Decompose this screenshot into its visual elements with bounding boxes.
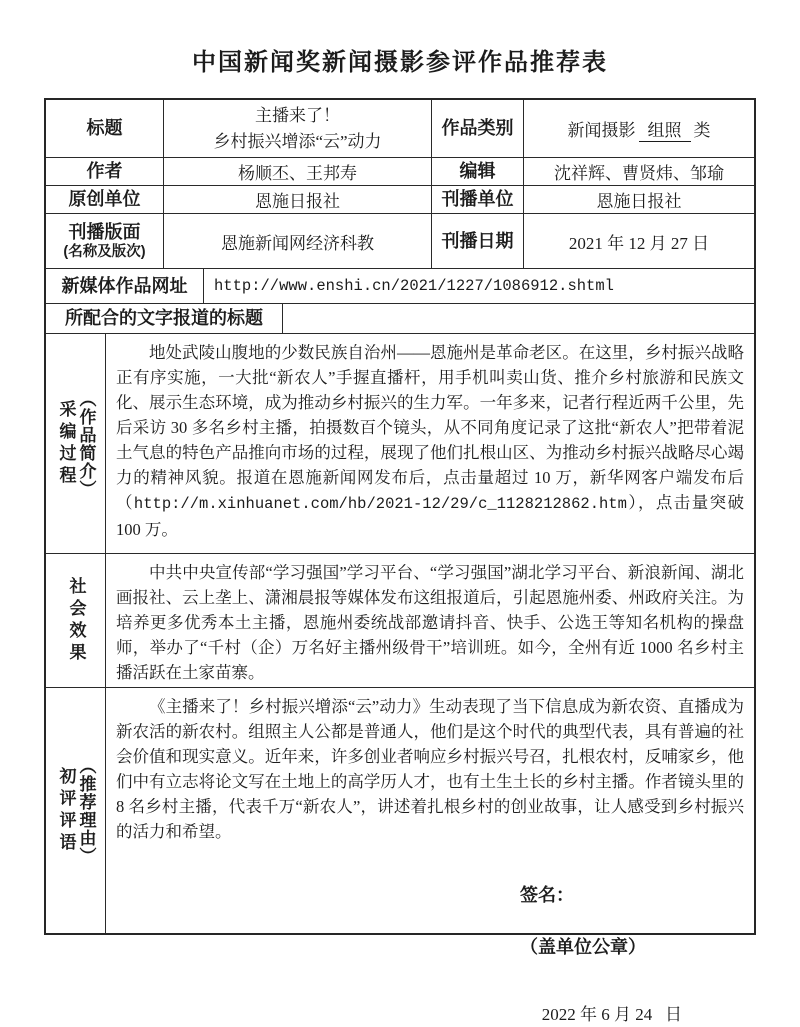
signature-label: 签名： (520, 885, 574, 905)
category-fill-value: 组照 (639, 116, 691, 142)
broadcaster-value: 恩施日报社 (524, 186, 754, 214)
row-layout-date (46, 214, 754, 269)
process-body-text-end: ），点击量突破 100 万。 (116, 493, 745, 539)
pub-date-label: 刊播日期 (432, 214, 524, 269)
section-process (46, 334, 754, 554)
title-value (164, 100, 432, 158)
signature-date: 2022 年 6 月 24 日 (541, 1005, 682, 1024)
media-url-label: 新媒体作品网址 (46, 269, 204, 304)
recommendation-form-table (44, 98, 756, 1024)
broadcaster-label: 刊播单位 (432, 186, 524, 214)
process-label-paren: （作品简介） (76, 389, 96, 498)
media-url-value: http://www.enshi.cn/2021/1227/1086912.shtml (204, 269, 754, 304)
text-report-value (283, 304, 754, 334)
review-label (46, 688, 106, 933)
section-review (46, 688, 754, 1024)
review-body-text: 《主播来了！乡村振兴增添“云”动力》生动表现了当下信息成为新农资、直播成为新农活的新农村。组照主人公都是普通人，他们是这个时代的典型代表，具有普遍的社会价值和现实意义。近年来，许多创业者响应乡村振兴号召，扎根农村，反哺家乡，他们中有立志将论文写在土地上的高学历人才，也有土生土长的乡村主播。作者镜头里的 8 名乡村主播，代表千万“新农人”，讲述着扎根乡村的创业故事，让人感受到乡村振兴的活力和希望。 (116, 697, 744, 841)
category-label: 作品类别 (432, 100, 524, 158)
pub-date-value: 2021 年 12 月 27 日 (524, 214, 754, 269)
category-suffix: 类 (693, 121, 711, 140)
editor-value: 沈祥辉、曹贤炜、邹瑜 (524, 158, 754, 186)
review-body (106, 688, 754, 1024)
editor-label: 编辑 (432, 158, 524, 186)
process-body (106, 334, 754, 554)
review-label-paren: （推荐理由） (76, 756, 96, 865)
author-label: 作者 (46, 158, 164, 186)
origin-label: 原创单位 (46, 186, 164, 214)
layout-label-main: 刊播版面 (68, 221, 141, 242)
layout-label (46, 214, 164, 269)
review-label-main: 初评评语 (56, 766, 76, 855)
layout-value: 恩施新闻网经济科教 (164, 214, 432, 269)
title-value-line1: 主播来了！ (255, 105, 340, 125)
text-report-label: 所配合的文字报道的标题 (46, 304, 283, 334)
process-label-main: 采编过程 (56, 399, 76, 488)
signature-block (520, 856, 744, 986)
page-title: 中国新闻奖新闻摄影参评作品推荐表 (192, 50, 608, 76)
process-body-text: 地处武陵山腹地的少数民族自治州——恩施州是革命老区。在这里，乡村振兴战略正有序实施，一大批“新农人”手握直播杆，用手机叫卖山货、推介乡村旅游和民族文化、展示生态环境，成为推动乡村振兴的生力军。一年多来，记者行程近两千公里，先后采访 30 多名乡村主播，拍摄数百个镜头，从不同角度记录了这批“新农人”把带着泥土气息的特色产品推向市场的过程，展现了他们扎根山区、为推动乡村振兴战略尽心竭力的精神风貌。报道在恩施新闻网发布后，点击量超过 10 万，新华网客户端发布后（ (116, 343, 744, 512)
signature-stamp-note: （盖单位公章） (520, 937, 646, 957)
process-body-url: http://m.xinhuanet.com/hb/2021-12/29/c_1128212862.htm (133, 495, 627, 513)
effect-label (46, 554, 106, 688)
effect-body (106, 554, 754, 688)
row-media-url (46, 269, 754, 304)
title-label: 标题 (46, 100, 164, 158)
effect-label-text: 社会效果 (66, 576, 86, 665)
effect-body-text: 中共中央宣传部“学习强国”学习平台、“学习强国”湖北学习平台、新浪新闻、湖北画报社、云上垄上、潇湘晨报等媒体发布这组报道后，引起恩施州委、州政府关注。为培养更多优秀本土主播，恩施州委统战部邀请抖音、快手、公选王等知名机构的操盘师，举办了“千村（企）万名好主播州级骨干”培训班。如今，全州有近 1000 名乡村主播活跃在土家苗寨。 (116, 563, 744, 682)
row-text-report-title (46, 304, 754, 334)
author-value: 杨顺丕、王邦寿 (164, 158, 432, 186)
layout-label-sub: (名称及版次) (63, 244, 146, 261)
row-title-category (46, 100, 754, 158)
title-value-line2: 乡村振兴增添“云”动力 (213, 131, 382, 151)
section-effect (46, 554, 754, 688)
category-prefix: 新闻摄影 (567, 121, 636, 140)
category-value (524, 100, 754, 158)
process-label (46, 334, 106, 554)
origin-value: 恩施日报社 (164, 186, 432, 214)
row-origin-broadcaster (46, 186, 754, 214)
row-author-editor (46, 158, 754, 186)
